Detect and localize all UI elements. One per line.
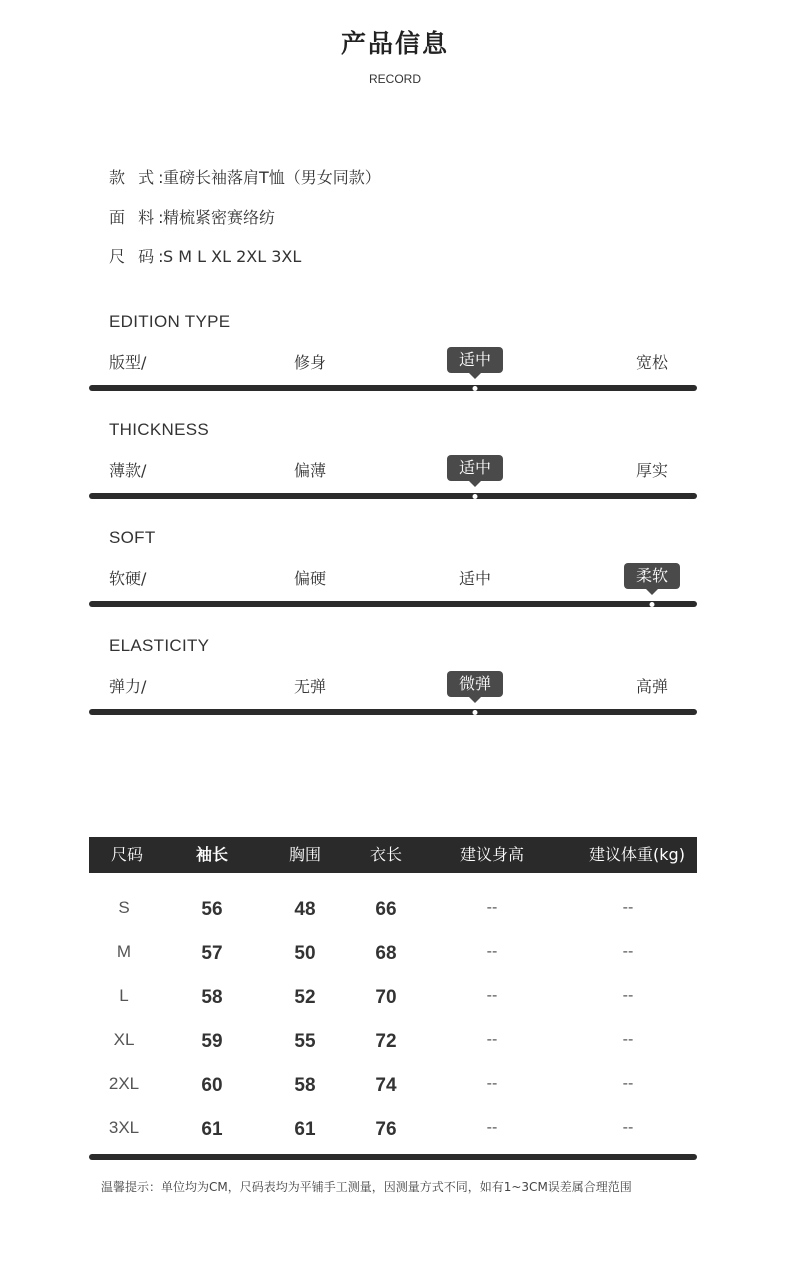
elasticity-selected-option: 微弹 [447, 671, 503, 697]
soft-option: 适中 [458, 569, 492, 588]
cell-sleeve: 58 [201, 987, 223, 1008]
cell-size: L [119, 986, 129, 1005]
cell-size: 2XL [108, 1074, 140, 1093]
edition-type-option: 宽松 [635, 353, 669, 372]
page-title: 产品信息 [340, 29, 449, 58]
header-length: 衣长 [369, 845, 403, 864]
cell-size: XL [113, 1030, 135, 1049]
edition-type-track [89, 385, 697, 391]
cell-height: -- [486, 1031, 498, 1048]
elasticity-title: ELASTICITY [109, 636, 210, 655]
cell-length: 68 [375, 943, 397, 964]
info-fabric-label: 面 料: [109, 208, 168, 227]
elasticity-option: 无弹 [293, 677, 327, 696]
thickness-track [89, 493, 697, 499]
cell-chest: 48 [294, 899, 316, 920]
cell-size: M [116, 942, 132, 961]
cell-height: -- [486, 943, 498, 960]
cell-chest: 52 [294, 987, 316, 1008]
cell-weight: -- [622, 1075, 634, 1092]
soft-selected-option: 柔软 [624, 563, 680, 589]
cell-chest: 55 [294, 1031, 316, 1052]
cell-weight: -- [622, 1031, 634, 1048]
info-size [109, 244, 301, 267]
soft-option: 偏硬 [293, 569, 327, 588]
cell-sleeve: 57 [201, 943, 223, 964]
cell-length: 70 [375, 987, 397, 1008]
soft-title: SOFT [109, 528, 156, 547]
soft-marker [650, 602, 655, 607]
info-size-label: 尺 码: [109, 247, 168, 266]
cell-sleeve: 56 [201, 899, 223, 920]
edition-type-option: 版型/ [109, 353, 147, 372]
cell-length: 76 [375, 1119, 397, 1140]
cell-height: -- [486, 1075, 498, 1092]
elasticity-track [89, 709, 697, 715]
cell-size: 3XL [108, 1118, 140, 1137]
cell-weight: -- [622, 943, 634, 960]
cell-sleeve: 59 [201, 1031, 223, 1052]
header-height: 建议身高 [459, 845, 525, 864]
info-style [109, 165, 381, 188]
cell-chest: 58 [294, 1075, 316, 1096]
cell-sleeve: 60 [201, 1075, 223, 1096]
elasticity-option: 高弹 [635, 677, 669, 696]
cell-length: 66 [375, 899, 397, 920]
measurement-note: 温馨提示：单位均为CM，尺码表均为平铺手工测量，因测量方式不同，如有1~3CM误差属合理范围 [101, 1180, 632, 1194]
thickness-option: 偏薄 [293, 461, 327, 480]
cell-height: -- [486, 1119, 498, 1136]
cell-length: 74 [375, 1075, 397, 1096]
cell-size: S [118, 898, 130, 917]
info-fabric-value: 精梳紧密赛络纺 [163, 208, 276, 227]
soft-option: 软硬/ [109, 569, 147, 588]
cell-sleeve: 61 [201, 1119, 223, 1140]
elasticity-option: 弹力/ [109, 677, 147, 696]
thickness-option: 薄款/ [109, 461, 147, 480]
info-style-label: 款 式: [109, 168, 168, 187]
cell-chest: 50 [294, 943, 316, 964]
info-size-value: S M L XL 2XL 3XL [163, 247, 302, 266]
cell-weight: -- [622, 987, 634, 1004]
page-subtitle: RECORD [368, 72, 421, 86]
edition-type-title: EDITION TYPE [109, 312, 231, 331]
thickness-marker [473, 494, 478, 499]
table-bottom-line [89, 1154, 697, 1160]
header-chest: 胸围 [288, 845, 322, 864]
info-fabric [109, 205, 275, 228]
cell-weight: -- [622, 899, 634, 916]
size-table-header [89, 837, 697, 873]
thickness-title: THICKNESS [109, 420, 209, 439]
cell-chest: 61 [294, 1119, 316, 1140]
edition-type-selected-option: 适中 [447, 347, 503, 373]
thickness-option: 厚实 [635, 461, 669, 480]
cell-length: 72 [375, 1031, 397, 1052]
header-size: 尺码 [110, 845, 144, 864]
edition-type-option: 修身 [293, 353, 327, 372]
edition-type-marker [473, 386, 478, 391]
info-style-value: 重磅长袖落肩T恤（男女同款） [163, 168, 381, 187]
cell-height: -- [486, 899, 498, 916]
soft-track [89, 601, 697, 607]
header-sleeve: 袖长 [195, 845, 229, 864]
elasticity-marker [473, 710, 478, 715]
header-weight: 建议体重(kg) [589, 845, 685, 864]
thickness-selected-option: 适中 [447, 455, 503, 481]
cell-weight: -- [622, 1119, 634, 1136]
cell-height: -- [486, 987, 498, 1004]
